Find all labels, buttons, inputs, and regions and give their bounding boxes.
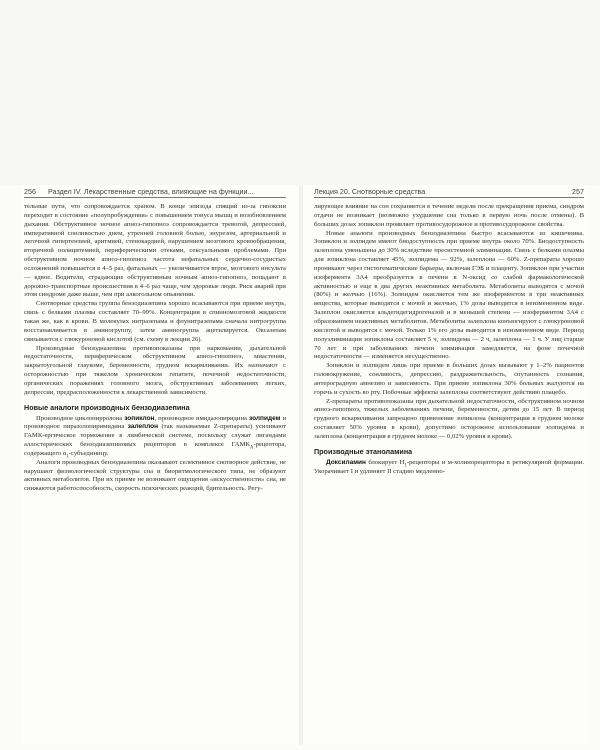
right-paragraph-3: Зопиклон и золпидем лишь при приеме в больших дозах вызывают у 1–2% пациентов головокружение, сонливость, депрессию, раздражительность, спутанность сознания, антероградную амнезию и зависимость. При приеме зопиклона 30% больных жалуются на горечь и сухость во рту. Побочные эффекты залеплона соответствуют действию плацебо. [314, 362, 584, 396]
left-paragraph-3: Производные бензодиазепина противопоказаны при наркомании, дыхательной недостаточности, периферическом обструктивном апноэ-гипопноэ, миастении, закрытоугольной глаукоме, беременности, грудном вскармливании. Их назначают с осторожностью при тяжелом хроническом гепатите, почечной недостаточности, органических поражениях головного мозга, обструктивных заболеваниях легких, депрессии, предрасположенности к лекарственной зависимости. [24, 344, 286, 396]
left-paragraph-1: тельные пути, что сопровождается храпом. В конце эпизода спящий из-за гипоксии переходит в состояние «полупробуждения» с повышением тонуса мышц и возобновлением дыхания. Обструктивное ночное апноэ-гипопноэ сопровождается тревогой, депрессией, императивной сонливостью днем, утренней головной болью, энурезом, артериальной и легочной гипертензией, аритмией, стенокардией, нарушением мозгового кровообращения, вторичной полицитемией, периферическими отеками, сексуальными проблемами. При обструктивном ночном апноэ-гипопноэ частота нефатальных сердечно-сосудистых осложнений повышается в 4–5 раз, фатальных — увеличивается втрое, мозгового инсульта — вдвое. Водители, страдающие обструктивным ночным апноэ-гипопноэ, попадают в дорожно-транспортные происшествия в 4–6 раз чаще, чем здоровые люди. Риск аварий при этом синдроме даже выше, чем при алкогольном опьянении. [24, 203, 286, 299]
drug-zaleplon: залеплон [127, 423, 159, 431]
right-running-title: Лекция 20. Снотворные средства [314, 187, 426, 196]
left-paragraph-2: Снотворные средства группы бензодиазепина хорошо всасываются при приеме внутрь, связь с белками плазмы составляет 70–99%. Концентрация в спинномозговой жидкости такая же, как в крови. В молекулах нитразепама и флунитразепама сначала нитрогруппа восстанавливается в аминогруппу, затем аминогруппа ацетилируется. Оксазепам связывается с глюкуроновой кислотой (см. схему в лекции 26). [24, 300, 286, 343]
p4-text-2: , производное имидазопиридина [154, 414, 250, 422]
left-running-title: Раздел IV. Лекарственные средства, влияющие на функции... [48, 187, 254, 196]
p5-subscript-1: 1 [404, 463, 407, 469]
right-paragraph-4: Z-препараты противопоказаны при дыхательной недостаточности, обструктивном ночном апноэ-гипопноэ, тяжелых заболеваниях печени, беременности, детям до 15 лет. В период грудного вскармливания запрещено применение зопиклона (концентрация в грудном молоке составляет 50% уровня в крови), допустимо осторожное использование золпидема и залеплона (концентрация в грудном молоке — 0,02% уровня в крови). [314, 397, 584, 440]
book-gutter [299, 185, 303, 745]
right-paragraph-1: лирующее влияние на сон сохраняется в течение недели после прекращения приема, синдром отдачи не возникает (возможно ухудшение сна только в первую ночь после отмены). В больших дозах зопиклон проявляет противосудорожное и противосудорожное свойства. [314, 203, 584, 228]
left-section-heading: Новые аналоги производных бензодиазепина [24, 402, 190, 412]
drug-zolpidem: золпидем [249, 414, 281, 422]
drug-zopiclone: зопиклон [124, 414, 155, 422]
p4-text-1: Производное циклопирролона [36, 414, 125, 422]
left-paragraph-4 [24, 415, 286, 459]
background-top [0, 0, 600, 185]
p4-text-4: (так называемые Z-препараты) усиливают ГАМК-ергическое торможение в лимбической системе, поскольку служат лигандами аллостерических бензодиазепиновых рецепторов в комплексе ГАМК [24, 423, 286, 449]
right-page-text [314, 203, 584, 476]
p4-text-6: -субъединицу. [68, 449, 109, 457]
p4-subscript-1: A [249, 445, 254, 451]
right-page-number: 257 [572, 187, 584, 196]
left-page-number: 256 [24, 187, 36, 196]
left-paragraph-5: Аналоги производных бензодиазепина оказывают селективное снотворное действие, не нарушают физиологической структуры сна и биоритмологического типа, не образуют активных метаболитов. При их приеме не возникают ощущения «искусственности» сна, не снижаются работоспособность, скорость психических реакций, бдительность. Регу- [24, 458, 286, 493]
left-page-text [24, 203, 286, 494]
p4-text-3: и производное пиразолопиримидина [24, 414, 286, 431]
right-section-heading: Производные этаноламина [314, 446, 413, 456]
left-header-rule [24, 197, 286, 198]
p4-text-5: -рецептора, содержащего α [24, 441, 286, 457]
right-paragraph-5 [314, 459, 584, 477]
p4-subscript-2: 1 [66, 454, 69, 460]
right-header-rule [314, 197, 584, 198]
right-paragraph-2: Новые аналоги производных бензодиазепина быстро всасываются из кишечника. Зопиклон и золпидем имеют биодоступность при приеме внутрь около 70%. Биодоступность залеплона уменьшена до 30% вследствие пресистемной элиминации. Связь с белками плазмы для зопиклона составляет 45%, золпидема — 92%, залеплона — 60%. Z-препараты хорошо проникают через гистогематические барьеры, включая ГЭБ и плаценту. Зопиклон при участии изофермента 3А4 преобразуется в печени в N-оксид со слабой фармакологической активностью и еще в два других неактивных метаболита. Метаболиты выводятся с мочой (80%) и желчью (16%). Золпидем окисляется тем же изоферментом в три неактивных вещества, которые выводятся с мочой и желчью, 1% дозы выводится в неизмененном виде. Залеплон окисляется альдегидегидрогеназой и в меньшей степени — изоферментом 3А4 с образованием неактивных метаболитов. Метаболиты залеплона конъюгируют с глюкуроновой кислотой и выводятся с мочой. Только 1% его дозы выводится в неизмененном виде. Период полуэлиминации зопиклона составляет 5 ч, золпидема — 2 ч, залеплона — 1 ч. У лиц старше 70 лет и при заболеваниях печени элиминация замедляется, на фоне почечной недостаточности — изменяется несущественно. [314, 229, 584, 361]
p5-text-2: -рецепторы и м-холинорецепторы в ретикулярной формации. Укорачивает I и удлиняет II стадию медленно- [314, 458, 584, 475]
drug-doxylamine: Доксиламин [326, 458, 366, 466]
p5-text-1: блокирует H [365, 458, 405, 466]
